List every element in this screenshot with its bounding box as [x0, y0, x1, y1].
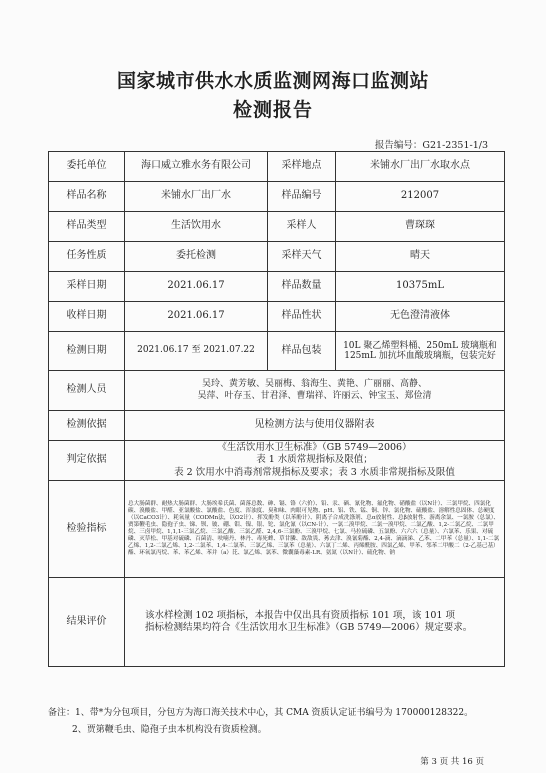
sampler-label: 采样人 — [268, 212, 336, 242]
row-evaluation — [49, 578, 505, 667]
row-sample-name — [49, 182, 505, 212]
eval-label: 结果评价 — [49, 578, 125, 667]
inspectors-line-1: 吴玲、黄芳敏、吴丽梅、翁海生、黄艳、广丽丽、高静、 — [201, 379, 427, 390]
row-criteria — [49, 441, 505, 481]
row-client — [49, 152, 505, 182]
criteria-line-2: 表 1 水质常规指标及限值； — [256, 454, 373, 466]
sample-no-value: 212007 — [336, 182, 505, 212]
note-1: 备注：1、带*为分包项目，分包方为海口海关技术中心，其 CMA 资质认定证书编号为 170000128322。 — [48, 708, 474, 718]
inspectors-line-2: 吴萍、叶存玉、甘君泽、曹瑞祥、许丽云、钟宝玉、郑俭清 — [197, 390, 432, 401]
eval-line-1: 该水样检测 102 项指标，本报告中仅出具有资质指标 101 项，该 101 项 — [145, 610, 456, 622]
quantity-label: 样品数量 — [268, 272, 336, 302]
report-table — [48, 151, 505, 667]
row-task — [49, 242, 505, 272]
character-value: 无色澄清液体 — [336, 302, 505, 332]
quantity-value: 10375mL — [336, 272, 505, 302]
sampling-date-value: 2021.06.17 — [125, 272, 268, 302]
site-label: 采样地点 — [268, 152, 336, 182]
eval-value — [125, 578, 505, 667]
sampler-value: 曹琛琛 — [336, 212, 505, 242]
indicators-value: 总大肠菌群、耐热大肠菌群、大肠埃希氏菌、菌落总数、砷、镉、铬（六价）、铅、汞、硒、氰化物、氟化物、硝酸盐（以N计）、三氯甲烷、四氯化碳、溴酸盐、甲醛、亚氯酸盐、氯酸盐、色度、浑浊度、臭和味、肉眼可见物、pH、铝、铁、锰、铜、锌、氯化物、硫酸盐、溶解性总固体、总硬度（以CaCO3计）、耗氧量（CODMn法，以O2计）、挥发酚类（以苯酚计）、阴离子合成洗涤剂、总α放射性、总β放射性、游离余氯、一氯胺（总氯）、贾第鞭毛虫、隐孢子虫、锑、钡、铍、硼、钼、镍、银、铊、氯化氰（以CN-计）、一氯二溴甲烷、二氯一溴甲烷、二氯乙酸、1,2-二氯乙烷、二氯甲烷、三卤甲烷、1,1,1-三氯乙烷、三氯乙酸、三氯乙醛、2,4,6-三氯酚、三溴甲烷、七氯、马拉硫磷、五氯酚、六六六（总量）、六氯苯、乐果、对硫磷、灭草松、甲基对硫磷、百菌清、呋喃丹、林丹、毒死蜱、草甘膦、敌敌畏、莠去津、溴氰菊酯、2,4-滴、滴滴涕、乙苯、二甲苯（总量）、1,1-二氯乙烯、1,2-二氯乙烯、1,2-二氯苯、1,4-二氯苯、三氯乙烯、三氯苯（总量）、六氯丁二烯、丙烯酰胺、四氯乙烯、甲苯、邻苯二甲酸二（2-乙基己基）酯、环氧氯丙烷、苯、苯乙烯、苯并（a）芘、氯乙烯、氯苯、微囊藻毒素-LR、氨氮（以N计）、硫化物、钠 — [125, 481, 505, 578]
test-date-label: 检测日期 — [49, 332, 125, 371]
sample-name-value: 米铺水厂出厂水 — [125, 182, 268, 212]
note-2: 2、贾第鞭毛虫、隐孢子虫本机构没有资质检测。 — [72, 725, 267, 735]
task-label: 任务性质 — [49, 242, 125, 272]
page-number: 第 3 页 共 16 页 — [420, 757, 484, 767]
sampling-date-label: 采样日期 — [49, 272, 125, 302]
sample-no-label: 样品编号 — [268, 182, 336, 212]
weather-value: 晴天 — [336, 242, 505, 272]
criteria-label: 判定依据 — [49, 441, 125, 481]
row-sample-type — [49, 212, 505, 242]
basis-label: 检测依据 — [49, 411, 125, 441]
sample-name-label: 样品名称 — [49, 182, 125, 212]
report-number: 报告编号：G21-2351-1/3 — [374, 140, 488, 151]
report-title: 国家城市供水水质监测网海口监测站 — [116, 70, 429, 92]
report-subtitle: 检测报告 — [232, 99, 313, 121]
character-label: 样品性状 — [268, 302, 336, 332]
criteria-line-1: 《生活饮用水卫生标准》（GB 5749—2006） — [217, 441, 412, 453]
row-receive-date — [49, 302, 505, 332]
row-basis — [49, 411, 505, 441]
indicators-label: 检验指标 — [49, 481, 125, 578]
weather-label: 采样天气 — [268, 242, 336, 272]
client-value: 海口威立雅水务有限公司 — [125, 152, 268, 182]
package-value: 10L 聚乙烯塑料桶、250mL 玻璃瓶和 125mL 加抗坏血酸玻璃瓶，包装完好 — [336, 332, 505, 371]
inspectors-value — [125, 371, 505, 411]
inspectors-label: 检测人员 — [49, 371, 125, 411]
row-test-date — [49, 332, 505, 371]
row-indicators — [49, 481, 505, 578]
row-inspectors — [49, 371, 505, 411]
test-date-value: 2021.06.17 至 2021.07.22 — [125, 332, 268, 371]
basis-value: 见检测方法与使用仪器附表 — [125, 411, 505, 441]
sample-type-value: 生活饮用水 — [125, 212, 268, 242]
criteria-value — [125, 441, 505, 481]
task-value: 委托检测 — [125, 242, 268, 272]
site-value: 米铺水厂出厂水取水点 — [336, 152, 505, 182]
package-label: 样品包装 — [268, 332, 336, 371]
receive-date-value: 2021.06.17 — [125, 302, 268, 332]
row-sampling-date — [49, 272, 505, 302]
eval-line-2: 指标检测结果均符合《生活饮用水卫生标准》（GB 5749—2006）规定要求。 — [145, 622, 473, 633]
criteria-line-3: 表 2 饮用水中消毒剂常规指标及要求；表 3 水质非常规指标及限值 — [174, 466, 455, 478]
receive-date-label: 收样日期 — [49, 302, 125, 332]
sample-type-label: 样品类型 — [49, 212, 125, 242]
client-label: 委托单位 — [49, 152, 125, 182]
